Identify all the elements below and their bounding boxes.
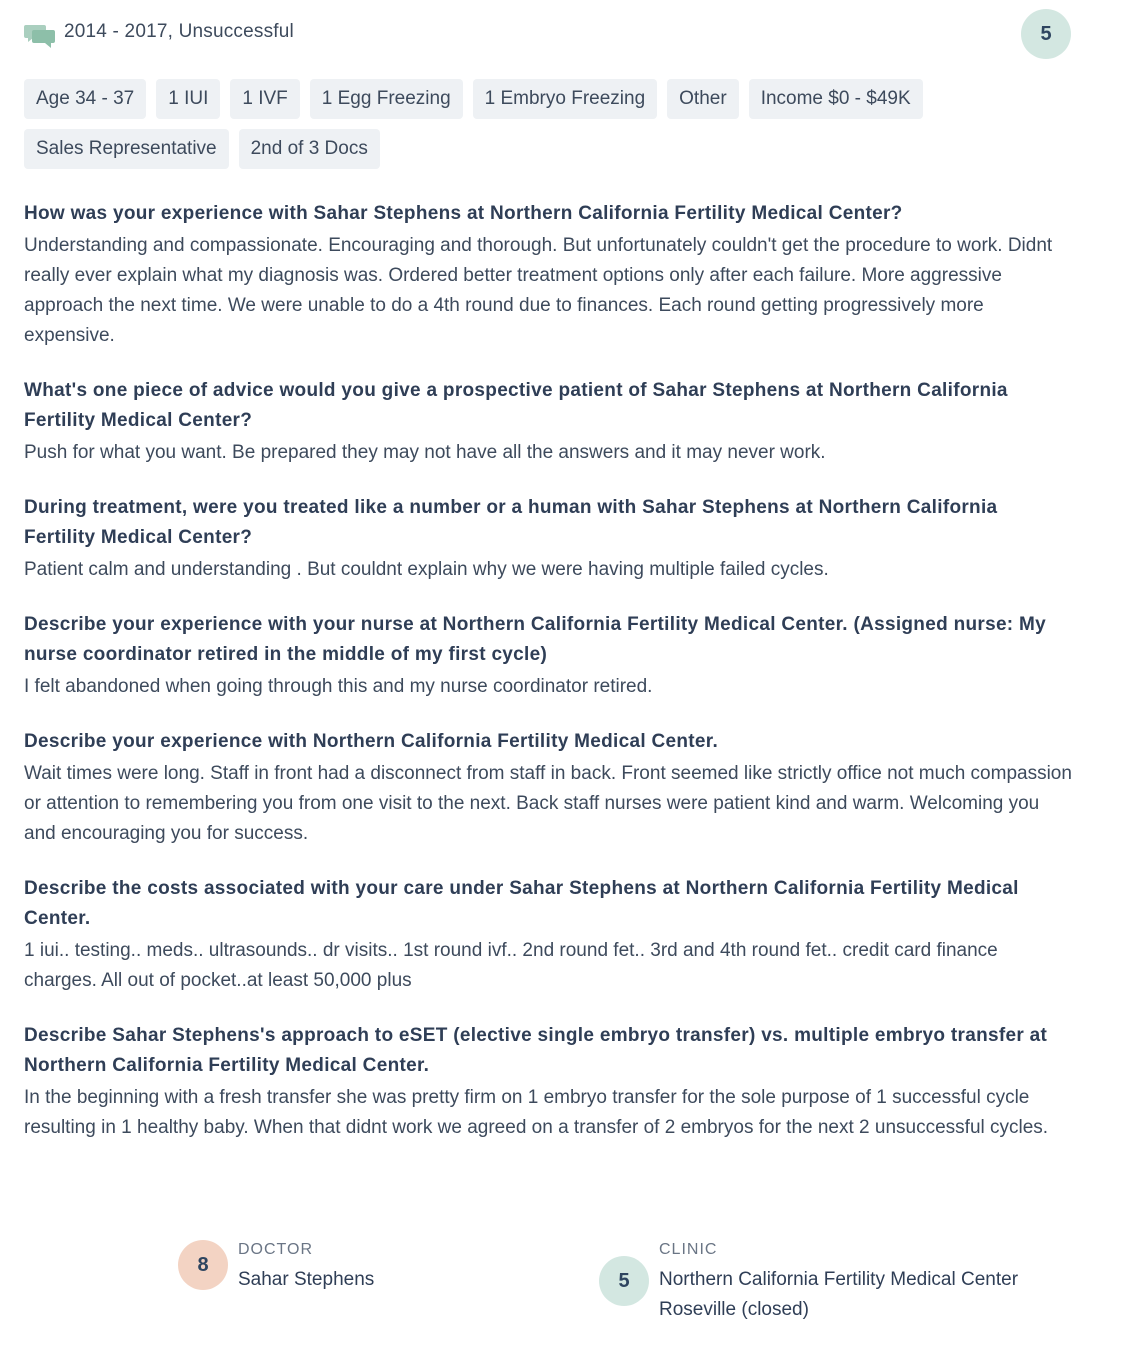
clinic-label: CLINIC — [659, 1241, 718, 1258]
question: Describe Sahar Stephens's approach to eSET (elective single embryo transfer) vs. multiple embryo transfer at Northern California Fertility Medical Center. — [24, 1025, 1048, 1076]
question: What's one piece of advice would you give a prospective patient of Sahar Stephens at Northern California Fertility Medical Center? — [24, 380, 1008, 431]
question-answer-list — [24, 199, 1074, 1168]
qa-item — [24, 199, 1074, 351]
answer: I felt abandoned when going through this and my nurse coordinator retired. — [24, 676, 653, 697]
question: How was your experience with Sahar Stephens at Northern California Fertility Medical Center? — [24, 203, 903, 224]
question: Describe the costs associated with your care under Sahar Stephens at Northern California Fertility Medical Center. — [24, 878, 1019, 929]
answer: 1 iui.. testing.. meds.. ultrasounds.. dr visits.. 1st round ivf.. 2nd round fet.. 3rd and 4th round fet.. credit card finance charges. All out of pocket..at least 50,000 plus — [24, 940, 998, 991]
qa-item — [24, 727, 1074, 849]
answer: Wait times were long. Staff in front had a disconnect from staff in back. Front seemed like strictly office not much compassion or attention to remembering you from one visit to the next. Back staff nurses were patient kind and warm. Welcoming you and encouraging you for success. — [24, 763, 1072, 844]
review-header — [24, 0, 1074, 70]
answer: Push for what you want. Be prepared they may not have all the answers and it may never work. — [24, 442, 826, 463]
qa-item — [24, 874, 1074, 996]
question: Describe your experience with your nurse at Northern California Fertility Medical Center. (Assigned nurse: My nurse coordinator retired in the middle of my first cycle) — [24, 614, 1047, 665]
qa-item — [24, 610, 1074, 702]
answer: In the beginning with a fresh transfer she was pretty firm on 1 embryo transfer for the sole purpose of 1 successful cycle resulting in 1 healthy baby. When that didnt work we agreed on a transfer of 2 embryos for the next 2 unsuccessful cycles. — [24, 1087, 1049, 1138]
tag-ivf: 1 IVF — [230, 79, 299, 119]
doctor-score-badge: 8 — [178, 1240, 228, 1290]
tag-income: Income $0 - $49K — [749, 79, 923, 119]
chat-bubbles-icon — [24, 23, 56, 49]
question: Describe your experience with Northern California Fertility Medical Center. — [24, 731, 719, 752]
answer: Understanding and compassionate. Encouraging and thorough. But unfortunately couldn't get the procedure to work. Didnt really ever explain what my diagnosis was. Ordered better treatment options only after each failure. More aggressive approach the next time. We were unable to do a 4th round due to finances. Each round getting progressively more expensive. — [24, 235, 1053, 346]
clinic-name-link[interactable]: Northern California Fertility Medical Center — [659, 1269, 1019, 1290]
qa-item — [24, 493, 1074, 585]
tag-doctor-order: 2nd of 3 Docs — [239, 129, 380, 169]
tag-embryo-freezing: 1 Embryo Freezing — [473, 79, 658, 119]
question: During treatment, were you treated like a number or a human with Sahar Stephens at Northern California Fertility Medical Center? — [24, 497, 998, 548]
review-score-badge: 5 — [1021, 9, 1071, 59]
qa-item — [24, 376, 1074, 468]
tag-list — [24, 79, 1024, 169]
answer: Patient calm and understanding . But couldnt explain why we were having multiple failed cycles. — [24, 559, 829, 580]
clinic-reference[interactable] — [599, 1238, 1099, 1328]
doctor-reference[interactable] — [178, 1238, 538, 1318]
tag-other: Other — [667, 79, 739, 119]
tag-iui: 1 IUI — [156, 79, 220, 119]
review-card — [24, 0, 1074, 1138]
review-footer — [0, 1238, 1100, 1345]
tag-egg-freezing: 1 Egg Freezing — [310, 79, 463, 119]
tag-occupation: Sales Representative — [24, 129, 229, 169]
clinic-location: Roseville (closed) — [659, 1299, 809, 1320]
review-period-outcome: 2014 - 2017, Unsuccessful — [64, 21, 294, 42]
doctor-name-link[interactable]: Sahar Stephens — [238, 1269, 375, 1290]
qa-item — [24, 1021, 1074, 1143]
doctor-label: DOCTOR — [238, 1241, 314, 1258]
tag-age: Age 34 - 37 — [24, 79, 146, 119]
clinic-score-badge: 5 — [599, 1256, 649, 1306]
